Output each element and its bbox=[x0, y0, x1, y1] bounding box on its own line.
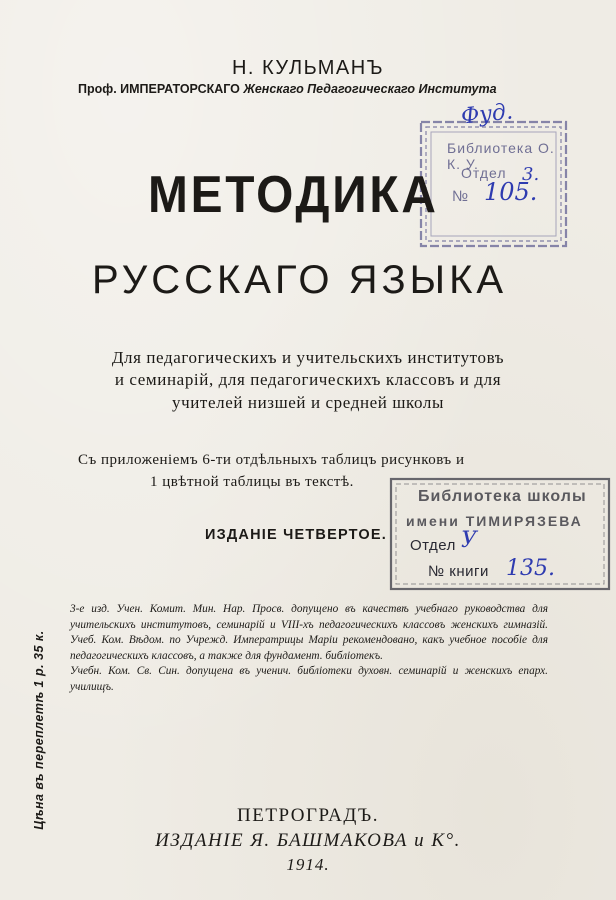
approval-note-2: Учебн. Ком. Св. Син. допущена въ ученич. библіотеки духовн. семинарій и женскихъ епарх. училищъ. bbox=[70, 665, 548, 693]
subtitle-line-3: учителей низшей и средней школы bbox=[171, 393, 444, 412]
library-stamp-top bbox=[417, 99, 570, 250]
stamp-top-library: Библиотека О. К. У. bbox=[447, 140, 555, 172]
stamp-bottom-name: имени ТИМИРЯЗЕВА bbox=[406, 513, 583, 529]
stamp-bottom-number-label: № книги bbox=[428, 563, 489, 580]
edition-label: ИЗДАНІЕ ЧЕТВЕРТОЕ. bbox=[205, 527, 387, 543]
handwritten-number-bottom: 135. bbox=[506, 556, 555, 581]
stamp-top-number-label: № bbox=[452, 188, 470, 205]
imprint-publisher: ИЗДАНІЕ Я. БАШМАКОВА и К°. bbox=[155, 830, 461, 851]
handwritten-signature: Фуд. bbox=[459, 99, 515, 130]
handwritten-section-bottom: У bbox=[461, 528, 477, 553]
stamp-top-section-label: Отдел bbox=[461, 165, 507, 181]
stamp-bottom-section-label: Отдел bbox=[410, 537, 456, 554]
subtitle-line-1: Для педагогическихъ и учительскихъ институтовъ bbox=[111, 348, 505, 367]
approval-note-1: 3-е изд. Учен. Комит. Мин. Нар. Просв. допущено въ качествѣ учебнаго руководства для учительскихъ институтовъ, семинарій и VIII-хъ педагогическихъ классовъ женскихъ гимназій. Учеб. Ком. Вѣдом. по Учрежд. Императрицы Маріи рекомендовано, какъ учебное пособіе для педагогическихъ классовъ, а также для фундамент. библіотекъ. bbox=[70, 603, 548, 662]
imprint-city: ПЕТРОГРАДЪ. bbox=[237, 805, 379, 826]
stamp-bottom-library: Библиотека школы bbox=[418, 488, 587, 505]
subtitle-line-2: и семинарій, для педагогическихъ классовъ и для bbox=[114, 370, 502, 389]
author-affiliation bbox=[78, 82, 497, 96]
handwritten-section-top: 3. bbox=[522, 164, 540, 185]
approval-notes bbox=[70, 602, 548, 696]
appendix-line-2: 1 цвѣтной таблицы въ текстѣ. bbox=[150, 474, 354, 490]
affiliation-prefix: Проф. ИМПЕРАТОРСКАГО bbox=[78, 82, 240, 96]
handwritten-number-top: 105. bbox=[484, 178, 538, 206]
imprint-year: 1914. bbox=[286, 855, 330, 874]
affiliation-rest: Женскаго Педагогическаго Института bbox=[243, 82, 497, 96]
price-text: Цѣна въ переплетѣ 1 р. 35 к. bbox=[32, 630, 46, 830]
author-name: Н. КУЛЬМАНЪ bbox=[231, 57, 385, 79]
title-line-2: РУССКАГО ЯЗЫКА bbox=[92, 258, 508, 302]
appendix-line-1: Съ приложеніемъ 6-ти отдѣльныхъ таблицъ рисунковъ и bbox=[78, 452, 465, 468]
title-line-1: МЕТОДИКА bbox=[148, 166, 439, 224]
library-stamp-bottom bbox=[388, 476, 614, 594]
